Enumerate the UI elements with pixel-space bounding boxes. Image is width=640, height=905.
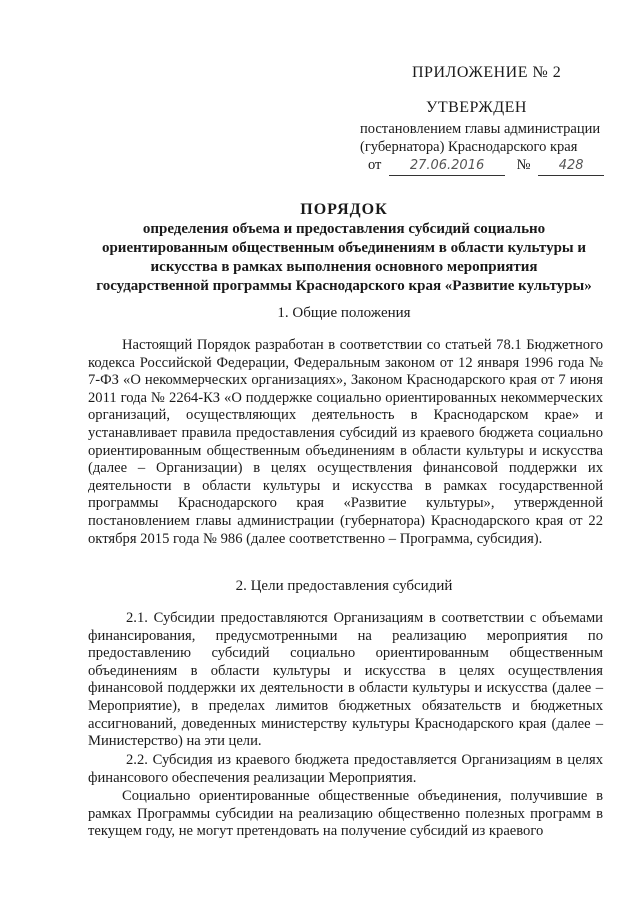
approval-date-row xyxy=(368,156,604,176)
section-1-heading: 1. Общие положения xyxy=(277,305,411,321)
approval-line-1: постановлением главы администрации xyxy=(360,121,601,137)
section-2-paragraph-2: 2.2. Субсидия из краевого бюджета предоставляется Организациям в целях финансового обеспечения реализации Мероприятия. xyxy=(88,752,603,786)
approval-line-2: (губернатора) Краснодарского края xyxy=(360,139,578,155)
section-2-paragraph-3: Социально ориентированные общественные объединения, получившие в рамках Программы субсидии на реализацию общественно полезных программ в текущем году, не могут претендовать на получение субсидий из краевого xyxy=(88,788,603,840)
document-title: ПОРЯДОК xyxy=(300,201,388,218)
number-handwritten: 428 xyxy=(538,157,604,176)
section-2-heading: 2. Цели предоставления субсидий xyxy=(235,578,453,594)
approved-label: УТВЕРЖДЕН xyxy=(426,99,527,116)
section-1-paragraph: Настоящий Порядок разработан в соответствии со статьей 78.1 Бюджетного кодекса Российской Федерации, Федеральным законом от 12 января 1996 года № 7-ФЗ «О некоммерческих организациях», Законом Краснодарского края от 7 июня 2011 года № 2264-КЗ «О поддержке социально ориентированных некоммерческих организаций, осуществляющих деятельность в Краснодарском крае» и устанавливает правила предоставления субсидий из краевого бюджета социально ориентированным общественным объединениям в области культуры и искусства (далее – Организации) в целях осуществления финансовой поддержки их деятельности в области культуры и искусства в рамках государственной программы Краснодарского края «Развитие культуры», утвержденной постановлением главы администрации (губернатора) Краснодарского края от 22 октября 2015 года № 986 (далее соответственно – Программа, субсидия). xyxy=(88,337,603,547)
date-handwritten: 27.06.2016 xyxy=(389,157,505,176)
appendix-label: ПРИЛОЖЕНИЕ № 2 xyxy=(412,64,562,81)
section-2-paragraph-1: 2.1. Субсидии предоставляются Организациям в соответствии с объемами финансирования, предусмотренными на реализацию мероприятия по предоставлению субсидий социально ориентированным общественным объединениям в области культуры и искусства в целях осуществления финансовой поддержки их деятельности в области культуры и искусства (далее – Мероприятие), в пределах лимитов бюджетных обязательств и бюджетных ассигнований, доведенных министерству культуры Краснодарского края (далее – Министерство) на эти цели. xyxy=(88,610,603,750)
number-label: № xyxy=(516,157,531,173)
document-subtitle: определения объема и предоставления субсидий социально ориентированным общественным объединениям в области культуры и искусства в рамках выполнения основного мероприятия государственной программы Краснодарского края «Развитие культуры» xyxy=(96,221,592,294)
from-label: от xyxy=(368,157,382,173)
